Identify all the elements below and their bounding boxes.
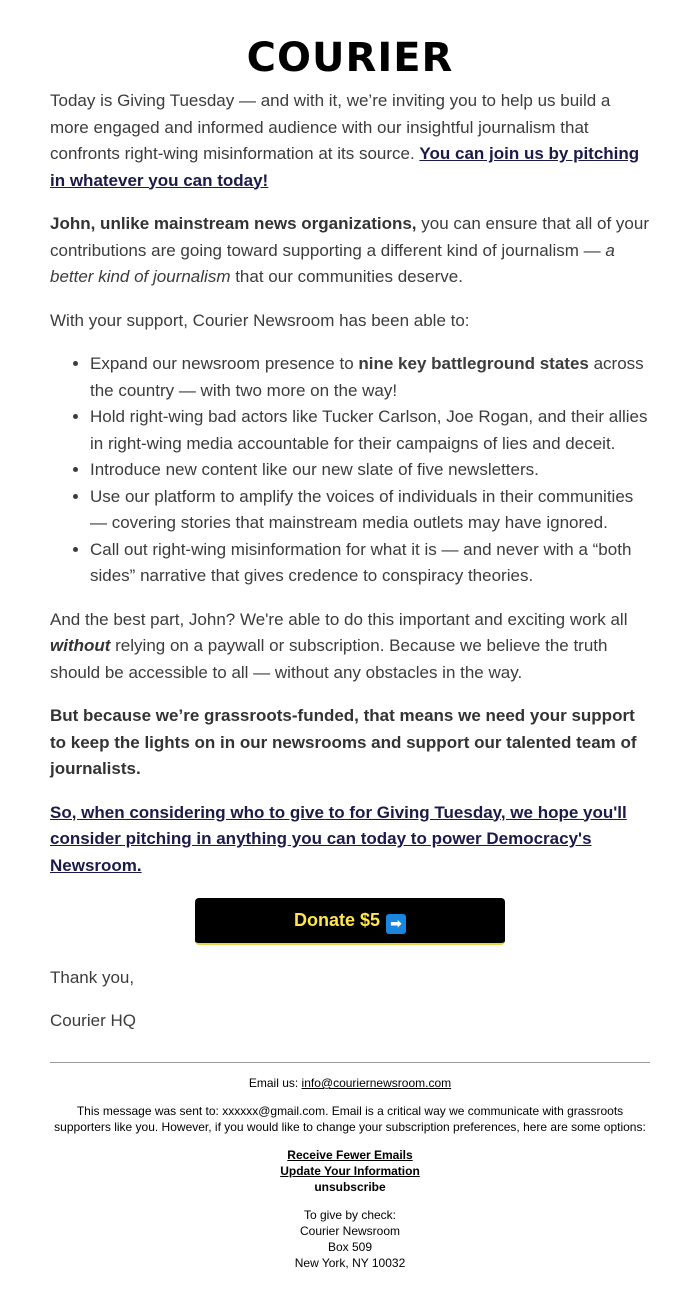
donate-button[interactable]	[195, 898, 505, 945]
no-paywall-text: And the best part, John? We're able to do this important and exciting work all	[50, 609, 628, 629]
mailing-address	[50, 1207, 650, 1271]
contact-line	[50, 1075, 650, 1091]
thank-you-text: Thank you,	[50, 968, 135, 987]
intro-paragraph	[50, 88, 650, 194]
subscription-notice: This message was sent to: xxxxxx@gmail.com. Email is a critical way we communicate with grassroots supporters like you. However, if you would like to change your subscription preferences, here are some options:	[54, 1104, 646, 1134]
list-item: • Use our platform to amplify the voices of individuals in their communities — covering stories that mainstream media outlets may have ignored.	[90, 484, 650, 537]
intro-text: Today is Giving Tuesday — and with it, we’re inviting you to help us build a more engaged and informed audience with our insightful journalism that confronts right-wing misinformation at its source.	[50, 91, 611, 163]
accomplishments-list	[50, 351, 650, 590]
no-paywall-emphasis: without	[50, 636, 111, 655]
bullet-1-text: Expand our newsroom presence to	[90, 354, 359, 373]
list-item: • Hold right-wing bad actors like Tucker Carlson, Joe Rogan, and their allies in right-wing media accountable for their campaigns of lies and deceit.	[90, 404, 650, 457]
list-item: • Introduce new content like our new slate of five newsletters.	[90, 457, 650, 484]
intro-pitch-link[interactable]: You can join us by pitching in whatever you can today!	[50, 144, 640, 190]
support-intro-paragraph: With your support, Courier Newsroom has been able to:	[50, 310, 470, 330]
check-city: New York, NY 10032	[294, 1256, 406, 1270]
right-arrow-icon: ➡	[386, 914, 406, 934]
donate-button-label: Donate $5	[293, 910, 381, 930]
contribution-paragraph	[50, 211, 650, 291]
update-information-link[interactable]: Update Your Information	[280, 1164, 420, 1178]
email-label: Email us:	[248, 1076, 302, 1090]
check-label: To give by check:	[303, 1208, 397, 1222]
receive-fewer-emails-link[interactable]: Receive Fewer Emails	[287, 1148, 413, 1162]
list-item	[90, 351, 650, 404]
email-footer	[50, 1075, 650, 1271]
courier-logo[interactable]: COURIER	[246, 35, 454, 81]
check-box: Box 509	[327, 1240, 373, 1254]
contribution-text-end: that our communities deserve.	[230, 267, 463, 286]
bullet-1-text-end: across the country — with two more on the way!	[90, 354, 644, 400]
contribution-bold-text: John, unlike mainstream news organizations,	[50, 214, 417, 233]
signature-name: Courier HQ	[50, 1011, 136, 1030]
check-name: Courier Newsroom	[299, 1224, 401, 1238]
unsubscribe-link[interactable]: unsubscribe	[314, 1180, 386, 1194]
giving-tuesday-link[interactable]: So, when considering who to give to for Giving Tuesday, we hope you'll consider pitching in anything you can today to power Democracy's Newsroom.	[50, 802, 627, 875]
donate-row	[50, 898, 650, 945]
subscription-options	[50, 1147, 650, 1195]
list-item: • Call out right-wing misinformation for what it is — and never with a “both sides” narrative that gives credence to conspiracy theories.	[90, 537, 650, 590]
footer-divider	[50, 1062, 650, 1063]
contact-email-link[interactable]: info@couriernewsroom.com	[301, 1076, 452, 1090]
contribution-italic-text: a better kind of journalism	[50, 240, 615, 286]
no-paywall-paragraph	[50, 607, 650, 687]
email-body	[50, 0, 650, 1271]
no-paywall-text-end: relying on a paywall or subscription. Because we believe the truth should be accessible to all — without any obstacles in the way.	[50, 636, 608, 682]
contribution-text: you can ensure that all of your contributions are going toward supporting a different kind of journalism —	[50, 214, 650, 260]
giving-tuesday-paragraph	[50, 800, 650, 880]
grassroots-paragraph: But because we’re grassroots-funded, that means we need your support to keep the lights on in our newsrooms and support our talented team of journalists.	[50, 706, 637, 778]
bullet-1-bold: nine key battleground states	[358, 354, 589, 373]
